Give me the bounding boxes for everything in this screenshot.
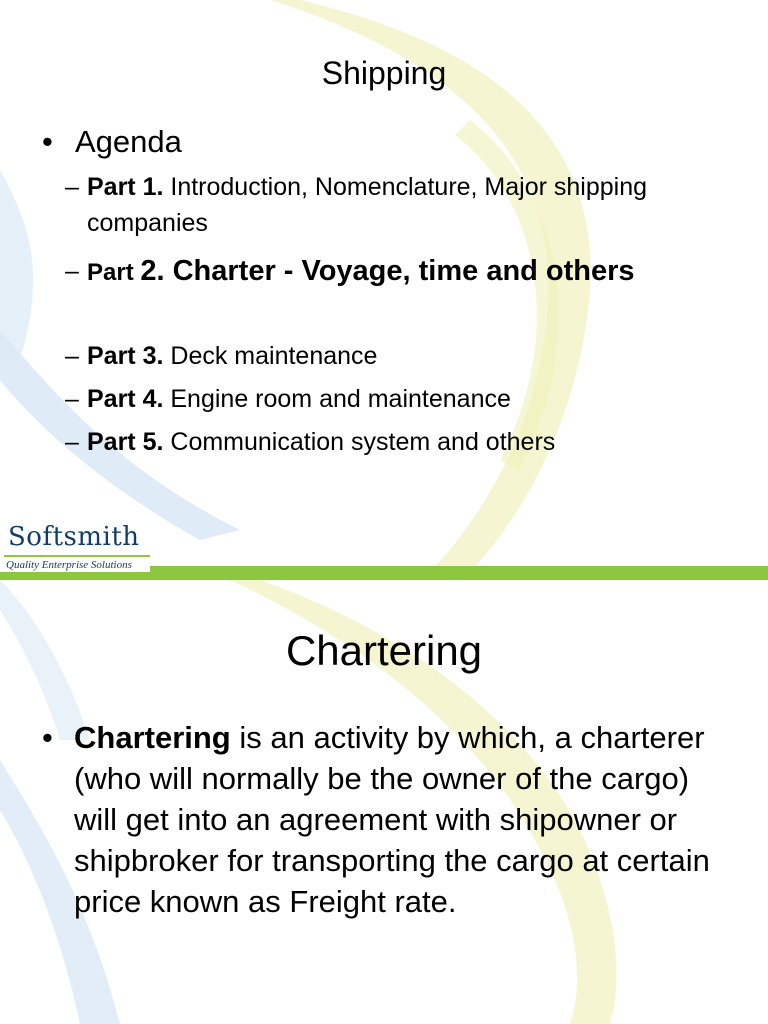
part-text: Communication system and others	[163, 428, 556, 456]
logo-underline	[4, 555, 150, 557]
logo-tagline: Quality Enterprise Solutions	[6, 559, 132, 571]
dash-icon: –	[65, 173, 79, 201]
part-text: Introduction, Nomenclature, Major shipping companies	[87, 173, 648, 237]
agenda-item-part-3	[65, 338, 727, 374]
logo-name: Softsmith	[8, 522, 140, 552]
part-text: Engine room and maintenance	[163, 385, 511, 413]
part-label: Part 5.	[87, 428, 164, 456]
part-text: Charter - Voyage, time and others	[164, 255, 635, 287]
bullet-icon: •	[42, 720, 53, 755]
slide-divider	[0, 572, 768, 580]
slide-title: Chartering	[285, 627, 483, 674]
agenda-item-part-4	[65, 381, 727, 417]
agenda-item-part-1	[65, 169, 727, 241]
part-text: Deck maintenance	[163, 342, 378, 370]
part-label: Part 3.	[87, 342, 164, 370]
dash-icon: –	[65, 342, 79, 370]
slide-chartering	[0, 580, 768, 1024]
part-number: 2.	[140, 255, 165, 287]
part-label: Part 1.	[87, 173, 164, 201]
term-bold: Chartering	[74, 720, 231, 755]
softsmith-logo	[4, 518, 150, 572]
slide-title: Shipping	[321, 55, 447, 91]
dash-icon: –	[65, 257, 79, 285]
definition-text: is an activity by which, a charterer (who will normally be the owner of the cargo) will get into an agreement with shipowner or shipbroker for transporting the cargo at certain price known as Freight rate.	[74, 720, 710, 919]
part-label: Part 4.	[87, 385, 164, 413]
chartering-definition	[74, 717, 724, 922]
agenda-label: Agenda	[75, 124, 182, 159]
bullet-icon: •	[42, 124, 53, 159]
agenda-item-part-5	[65, 424, 727, 460]
dash-icon: –	[65, 428, 79, 456]
agenda-item-part-2	[65, 251, 727, 293]
part-label: Part	[87, 259, 141, 286]
dash-icon: –	[65, 385, 79, 413]
